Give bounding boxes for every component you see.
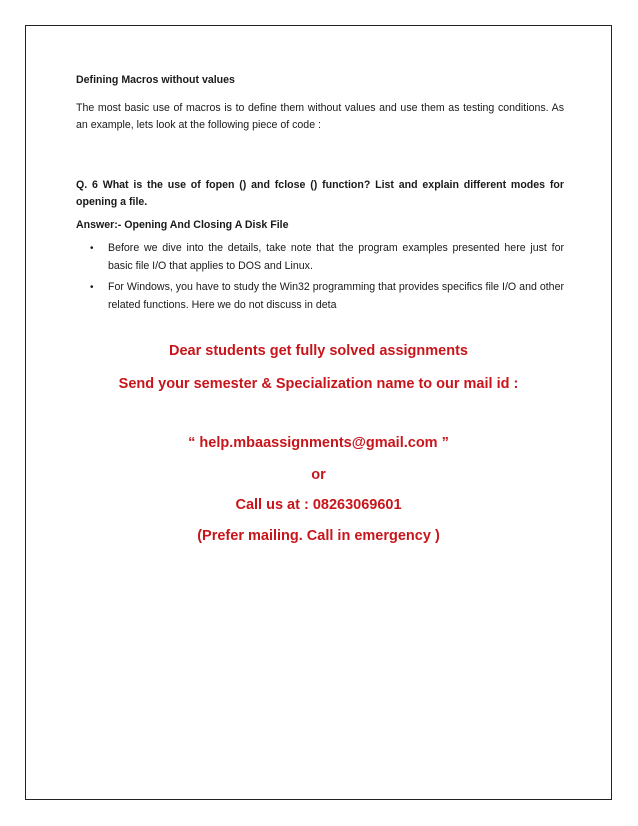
answer-bullet-list bbox=[76, 240, 564, 314]
bullet-icon: • bbox=[90, 282, 94, 293]
section-paragraph: The most basic use of macros is to define them without values and use them as testing conditions. As an example, lets look at the following piece of code : bbox=[76, 101, 564, 131]
promo-call: Call us at : 08263069601 bbox=[235, 497, 402, 513]
promo-note: (Prefer mailing. Call in emergency ) bbox=[197, 528, 440, 544]
bullet-text: For Windows, you have to study the Win32 programming that provides specifics file I/O and other related functions. Here we do not discuss in deta bbox=[108, 281, 564, 311]
list-item bbox=[76, 279, 564, 314]
promo-or: or bbox=[311, 467, 326, 483]
promo-line-2: Send your semester & Specialization name to our mail id : bbox=[118, 376, 519, 392]
bullet-icon: • bbox=[90, 243, 94, 254]
promo-email: “ help.mbaassignments@gmail.com ” bbox=[188, 435, 449, 451]
document-body bbox=[76, 72, 564, 318]
question-text: Q. 6 What is the use of fopen () and fclose () function? List and explain different modes for opening a file. bbox=[76, 178, 564, 208]
bullet-text: Before we dive into the details, take note that the program examples presented here just for basic file I/O that applies to DOS and Linux. bbox=[108, 242, 564, 272]
answer-heading: Answer:- Opening And Closing A Disk File bbox=[76, 218, 289, 231]
promo-line-1: Dear students get fully solved assignments bbox=[169, 343, 468, 359]
list-item bbox=[76, 240, 564, 275]
section-heading: Defining Macros without values bbox=[76, 74, 235, 86]
